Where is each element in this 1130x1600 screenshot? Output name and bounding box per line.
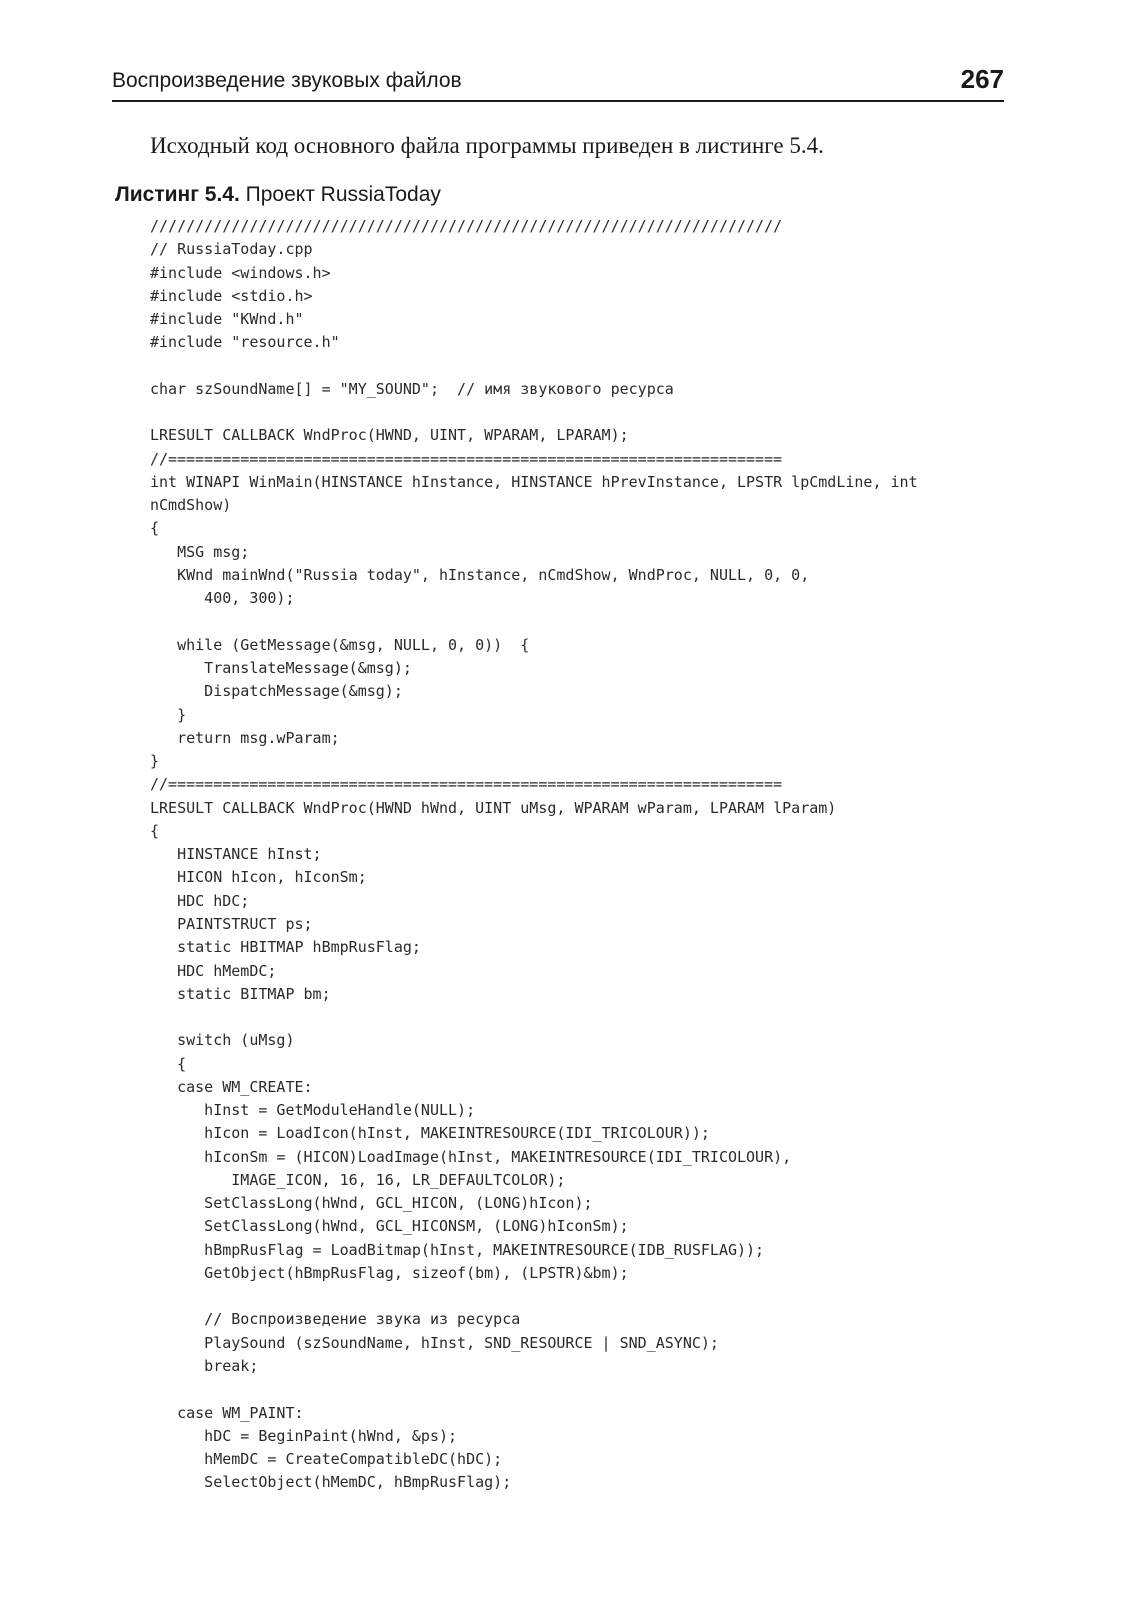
listing-title: Проект RussiaToday — [245, 183, 441, 206]
code-line: nCmdShow) — [150, 496, 232, 515]
page-header — [112, 60, 1004, 102]
page-number: 267 — [960, 64, 1004, 94]
code-line: break; — [150, 1357, 259, 1376]
code-line: LRESULT CALLBACK WndProc(HWND hWnd, UINT uMsg, WPARAM wParam, LPARAM lParam) — [150, 798, 837, 817]
code-line: hDC = BeginPaint(hWnd, &ps); — [150, 1426, 458, 1445]
code-line — [150, 1378, 918, 1401]
code-line — [150, 611, 918, 634]
code-line: HDC hDC; — [150, 891, 250, 910]
code-line — [150, 1006, 918, 1029]
code-line: HDC hMemDC; — [150, 961, 277, 980]
code-line — [150, 355, 918, 378]
code-line: GetObject(hBmpRusFlag, sizeof(bm), (LPSTR)&bm); — [150, 1263, 629, 1282]
code-line: SetClassLong(hWnd, GCL_HICONSM, (LONG)hIconSm); — [150, 1217, 629, 1236]
code-line: hInst = GetModuleHandle(NULL); — [150, 1101, 476, 1120]
code-line: #include <stdio.h> — [150, 286, 313, 305]
code-line: HICON hIcon, hIconSm; — [150, 868, 367, 887]
listing-label: Листинг 5.4. — [115, 183, 240, 206]
code-line: ////////////////////////////////////////////////////////////////////// — [150, 217, 783, 235]
code-line: TranslateMessage(&msg); — [150, 659, 412, 678]
code-line: int WINAPI WinMain(HINSTANCE hInstance, HINSTANCE hPrevInstance, LPSTR lpCmdLine, int — [150, 472, 918, 491]
code-line: KWnd mainWnd("Russia today", hInstance, nCmdShow, WndProc, NULL, 0, 0, — [150, 565, 810, 584]
code-line: char szSoundName[] = "MY_SOUND"; // имя звукового ресурса — [150, 379, 674, 398]
code-line: SetClassLong(hWnd, GCL_HICON, (LONG)hIcon); — [150, 1194, 593, 1213]
code-line: //==================================================================== — [150, 775, 783, 794]
code-line: { — [150, 1054, 187, 1073]
code-line: static BITMAP bm; — [150, 984, 331, 1003]
code-line: SelectObject(hMemDC, hBmpRusFlag); — [150, 1473, 512, 1492]
code-line: hBmpRusFlag = LoadBitmap(hInst, MAKEINTRESOURCE(IDB_RUSFLAG)); — [150, 1240, 765, 1259]
code-line: PAINTSTRUCT ps; — [150, 914, 313, 933]
code-line: hIcon = LoadIcon(hInst, MAKEINTRESOURCE(IDI_TRICOLOUR)); — [150, 1124, 710, 1143]
code-line: DispatchMessage(&msg); — [150, 682, 403, 701]
code-line: #include "KWnd.h" — [150, 310, 304, 329]
code-line: HINSTANCE hInst; — [150, 845, 322, 864]
code-line: LRESULT CALLBACK WndProc(HWND, UINT, WPARAM, LPARAM); — [150, 426, 629, 445]
code-line: hIconSm = (HICON)LoadImage(hInst, MAKEINTRESOURCE(IDI_TRICOLOUR), — [150, 1147, 792, 1166]
code-line: MSG msg; — [150, 542, 250, 561]
code-line — [150, 401, 918, 424]
code-line: 400, 300); — [150, 589, 295, 608]
intro-paragraph: Исходный код основного файла программы приведен в листинге 5.4. — [150, 133, 824, 158]
running-head-title: Воспроизведение звуковых файлов — [112, 69, 462, 92]
code-line: PlaySound (szSoundName, hInst, SND_RESOURCE | SND_ASYNC); — [150, 1333, 719, 1352]
code-line: case WM_PAINT: — [150, 1403, 304, 1422]
code-line: return msg.wParam; — [150, 728, 340, 747]
code-line: #include <windows.h> — [150, 263, 331, 282]
code-line: case WM_CREATE: — [150, 1077, 313, 1096]
code-line: hMemDC = CreateCompatibleDC(hDC); — [150, 1450, 503, 1469]
code-line: //==================================================================== — [150, 449, 783, 468]
code-line: { — [150, 821, 160, 840]
code-line: } — [150, 705, 187, 724]
code-line: static HBITMAP hBmpRusFlag; — [150, 938, 421, 957]
code-line: IMAGE_ICON, 16, 16, LR_DEFAULTCOLOR); — [150, 1170, 566, 1189]
code-line: { — [150, 519, 160, 538]
code-line: // Воспроизведение звука из ресурса — [150, 1310, 521, 1329]
code-line — [150, 1285, 918, 1308]
code-line: } — [150, 752, 160, 771]
code-line: #include "resource.h" — [150, 333, 340, 352]
code-line: switch (uMsg) — [150, 1031, 295, 1050]
code-listing — [150, 215, 918, 1495]
code-line: while (GetMessage(&msg, NULL, 0, 0)) { — [150, 635, 530, 654]
listing-caption — [115, 183, 441, 207]
code-line: // RussiaToday.cpp — [150, 240, 313, 259]
